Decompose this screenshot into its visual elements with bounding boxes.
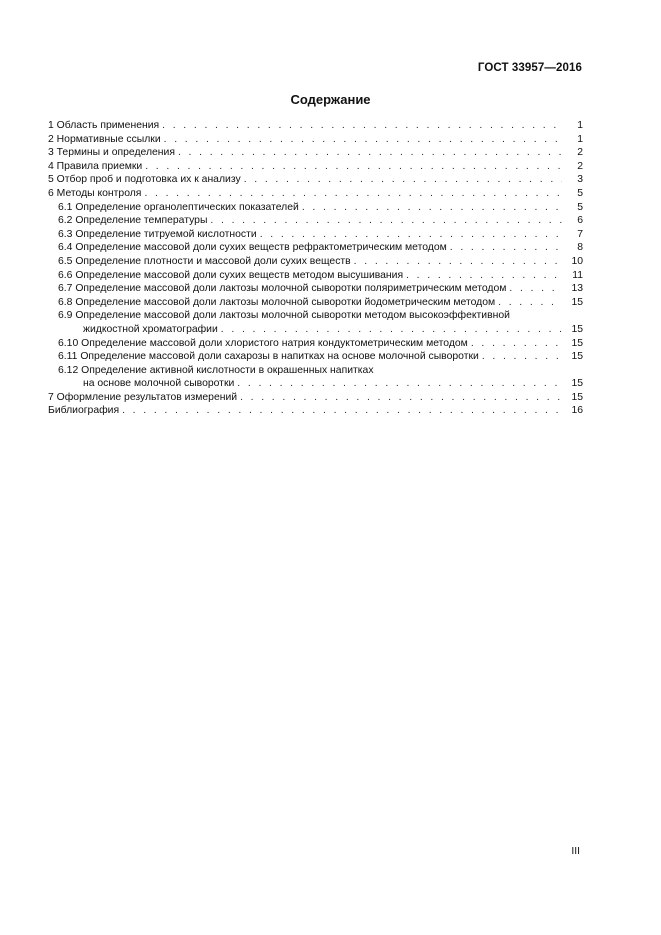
toc-entry-6-12[interactable] — [48, 364, 583, 378]
toc-leader-dots — [122, 404, 562, 418]
toc-leader-dots — [302, 201, 562, 215]
toc-leader-dots — [482, 350, 562, 364]
toc-entry-6-9[interactable] — [48, 309, 583, 323]
toc-entry-page: 15 — [571, 337, 583, 349]
toc-leader-dots — [354, 255, 562, 269]
toc-entry-7[interactable] — [48, 391, 583, 405]
toc-entry-page: 15 — [571, 296, 583, 308]
toc-entry-text: 6.9 Определение массовой доли лактозы молочной сыворотки методом высокоэффективной — [58, 310, 510, 322]
toc-entry-page: 1 — [577, 133, 583, 145]
toc-entry-page: 1 — [577, 120, 583, 131]
toc-entry-text: 6.12 Определение активной кислотности в окрашенных напитках — [58, 364, 374, 376]
toc-entry-page: 15 — [571, 351, 583, 363]
toc-leader-dots — [221, 323, 562, 337]
toc-entry-text: 6 Методы контроля — [48, 187, 142, 199]
document-code: ГОСТ 33957—2016 — [477, 62, 582, 74]
page-number: III — [571, 846, 580, 857]
toc-entry-text: 6.4 Определение массовой доли сухих веществ рефрактометрическим методом — [58, 242, 447, 254]
toc-leader-dots — [164, 133, 562, 147]
toc-entry-6-4[interactable] — [48, 241, 583, 255]
toc-entry-6-12-cont[interactable] — [48, 377, 583, 391]
toc-entry-6-6[interactable] — [48, 269, 583, 283]
toc-entry-text: 6.7 Определение массовой доли лактозы молочной сыворотки поляриметрическим методом — [58, 283, 507, 295]
toc-entry-page: 15 — [571, 378, 583, 390]
toc-entry-5[interactable] — [48, 173, 583, 187]
toc-entry-text: 6.6 Определение массовой доли сухих веществ методом высушивания — [58, 269, 404, 281]
toc-leader-dots — [145, 160, 562, 174]
toc-entry-text: 1 Область применения — [48, 120, 160, 131]
toc-entry-text: жидкостной хроматографии — [83, 323, 218, 335]
toc-entry-4[interactable] — [48, 160, 583, 174]
toc-entry-6-2[interactable] — [48, 214, 583, 228]
toc-entry-1[interactable] — [48, 119, 583, 133]
toc-entry-text: 6.1 Определение органолептических показателей — [58, 201, 299, 213]
toc-entry-page: 8 — [577, 242, 583, 254]
toc-entry-page: 10 — [571, 255, 583, 267]
toc-entry-text: 6.10 Определение массовой доли хлористого натрия кондуктометрическим методом — [58, 337, 468, 349]
toc-entry-page: 13 — [571, 283, 583, 295]
toc-leader-dots — [498, 296, 562, 310]
toc-entry-text: 6.5 Определение плотности и массовой доли сухих веществ — [58, 255, 351, 267]
toc-entry-page: 11 — [572, 269, 583, 281]
toc-entry-page: 6 — [577, 215, 583, 227]
toc-entry-text: 4 Правила приемки — [48, 160, 143, 172]
toc-entry-6-3[interactable] — [48, 228, 583, 242]
toc-entry-3[interactable] — [48, 146, 583, 160]
toc-entry-page: 5 — [577, 187, 583, 199]
toc-leader-dots — [144, 187, 562, 201]
toc-leader-dots — [162, 119, 562, 133]
toc-entry-page: 3 — [577, 174, 583, 186]
toc-leader-dots — [244, 173, 562, 187]
toc-entry-6-1[interactable] — [48, 201, 583, 215]
toc-entry-text: 6.3 Определение титруемой кислотности — [58, 228, 257, 240]
toc-entry-text: 6.2 Определение температуры — [58, 215, 208, 227]
toc-entry-text: 6.8 Определение массовой доли лактозы молочной сыворотки йодометрическим методом — [58, 296, 496, 308]
toc-leader-dots — [260, 228, 562, 242]
toc-entry-text: 3 Термины и определения — [48, 147, 175, 159]
toc-entry-6-5[interactable] — [48, 255, 583, 269]
toc-entry-text: Библиография — [48, 405, 120, 417]
toc-entry-page: 2 — [577, 147, 583, 159]
toc-entry-6-9-cont[interactable] — [48, 323, 583, 337]
toc-entry-text: 2 Нормативные ссылки — [48, 133, 161, 145]
toc-entry-page: 2 — [577, 160, 583, 172]
toc-leader-dots — [450, 241, 562, 255]
table-of-contents — [48, 119, 583, 418]
toc-leader-dots — [509, 282, 562, 296]
toc-title: Содержание — [290, 92, 371, 107]
toc-entry-page: 7 — [577, 228, 583, 240]
toc-entry-6[interactable] — [48, 187, 583, 201]
toc-entry-page: 5 — [577, 201, 583, 213]
toc-entry-page: 16 — [571, 405, 583, 417]
toc-leader-dots — [406, 269, 562, 283]
toc-entry-text: 5 Отбор проб и подготовка их к анализу — [48, 174, 241, 186]
toc-entry-6-11[interactable] — [48, 350, 583, 364]
toc-entry-page: 15 — [571, 391, 583, 403]
toc-leader-dots — [210, 214, 562, 228]
toc-leader-dots — [471, 337, 562, 351]
toc-entry-text: 6.11 Определение массовой доли сахарозы в напитках на основе молочной сыворотки — [58, 351, 479, 363]
toc-entry-text: 7 Оформление результатов измерений — [48, 391, 238, 403]
toc-entry-text: на основе молочной сыворотки — [83, 378, 235, 390]
toc-leader-dots — [237, 377, 562, 391]
toc-entry-6-7[interactable] — [48, 282, 583, 296]
toc-entry-6-8[interactable] — [48, 296, 583, 310]
toc-entry-2[interactable] — [48, 133, 583, 147]
toc-entry-bibliography[interactable] — [48, 404, 583, 418]
toc-entry-page: 15 — [571, 323, 583, 335]
toc-entry-6-10[interactable] — [48, 337, 583, 351]
toc-leader-dots — [178, 146, 562, 160]
toc-leader-dots — [240, 391, 562, 405]
